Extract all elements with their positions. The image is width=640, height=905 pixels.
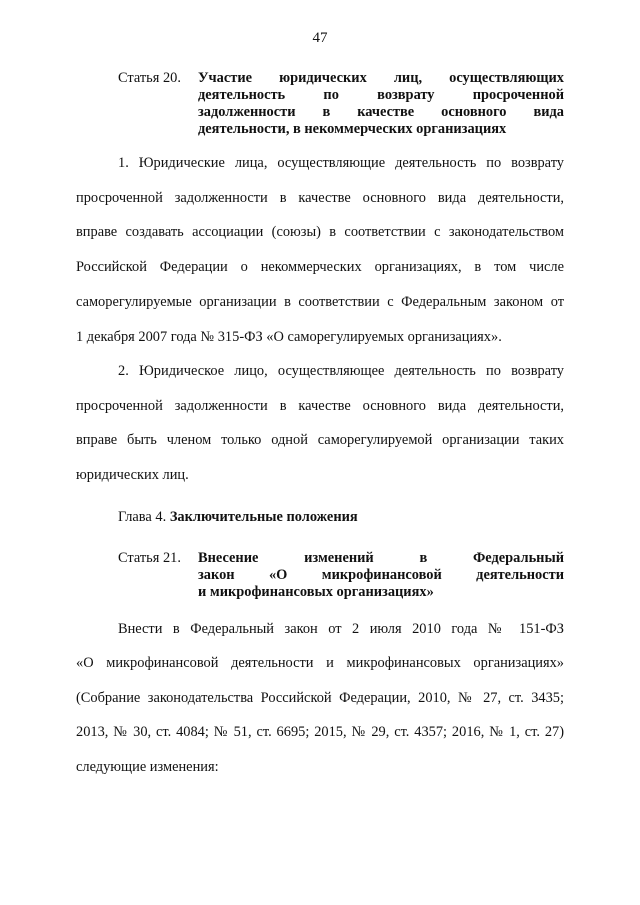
article-21-title-line: и микрофинансовых организациях» xyxy=(198,584,434,600)
page-number: 47 xyxy=(312,30,328,46)
paragraph-line: юридических лиц. xyxy=(76,467,189,483)
chapter-label: Глава 4. xyxy=(118,509,167,525)
chapter-heading xyxy=(118,509,358,526)
paragraph-line: саморегулируемые организации в соответствии с Федеральным законом от xyxy=(76,294,564,310)
article-20-title-line: деятельности, в некоммерческих организациях xyxy=(198,121,507,137)
article-20-heading xyxy=(118,70,564,140)
paragraph-line: 2. Юридическое лицо, осуществляющее деятельность по возврату xyxy=(118,363,564,379)
article-20-title-line: задолженности в качестве основного вида xyxy=(198,104,564,120)
article-20-title xyxy=(198,70,564,138)
chapter-title: Заключительные положения xyxy=(169,509,358,525)
article-21-title-line: Внесение изменений в Федеральный xyxy=(198,550,564,566)
paragraph-line: вправе создавать ассоциации (союзы) в соответствии с законодательством xyxy=(76,224,564,240)
paragraph-line: 1 декабря 2007 года № 315-ФЗ «О саморегулируемых организациях». xyxy=(76,329,502,345)
article-21-label: Статья 21. xyxy=(118,550,181,566)
article-21-title xyxy=(198,550,564,601)
article-20-label: Статья 20. xyxy=(118,70,181,86)
paragraph-line: «О микрофинансовой деятельности и микрофинансовых организациях» xyxy=(76,655,564,671)
paragraph-line: вправе быть членом только одной саморегулируемой организации таких xyxy=(76,432,564,448)
paragraph-line: следующие изменения: xyxy=(76,759,219,775)
article-21-title-line: закон «О микрофинансовой деятельности xyxy=(198,567,564,583)
paragraph-line: просроченной задолженности в качестве основного вида деятельности, xyxy=(76,398,564,414)
paragraph-line: Внести в Федеральный закон от 2 июля 2010 года № 151-ФЗ xyxy=(118,621,564,637)
article-20-title-line: деятельность по возврату просроченной xyxy=(198,87,564,103)
article-21-heading xyxy=(118,550,564,602)
paragraph-line: 1. Юридические лица, осуществляющие деятельность по возврату xyxy=(118,155,564,171)
paragraph-line: Российской Федерации о некоммерческих организациях, в том числе xyxy=(76,259,564,275)
paragraph-line: просроченной задолженности в качестве основного вида деятельности, xyxy=(76,190,564,206)
paragraph-line: 2013, № 30, ст. 4084; № 51, ст. 6695; 2015, № 29, ст. 4357; 2016, № 1, ст. 27) xyxy=(76,724,564,740)
paragraph-line: (Собрание законодательства Российской Федерации, 2010, № 27, ст. 3435; xyxy=(76,690,564,706)
article-20-title-line: Участие юридических лиц, осуществляющих xyxy=(198,70,564,86)
